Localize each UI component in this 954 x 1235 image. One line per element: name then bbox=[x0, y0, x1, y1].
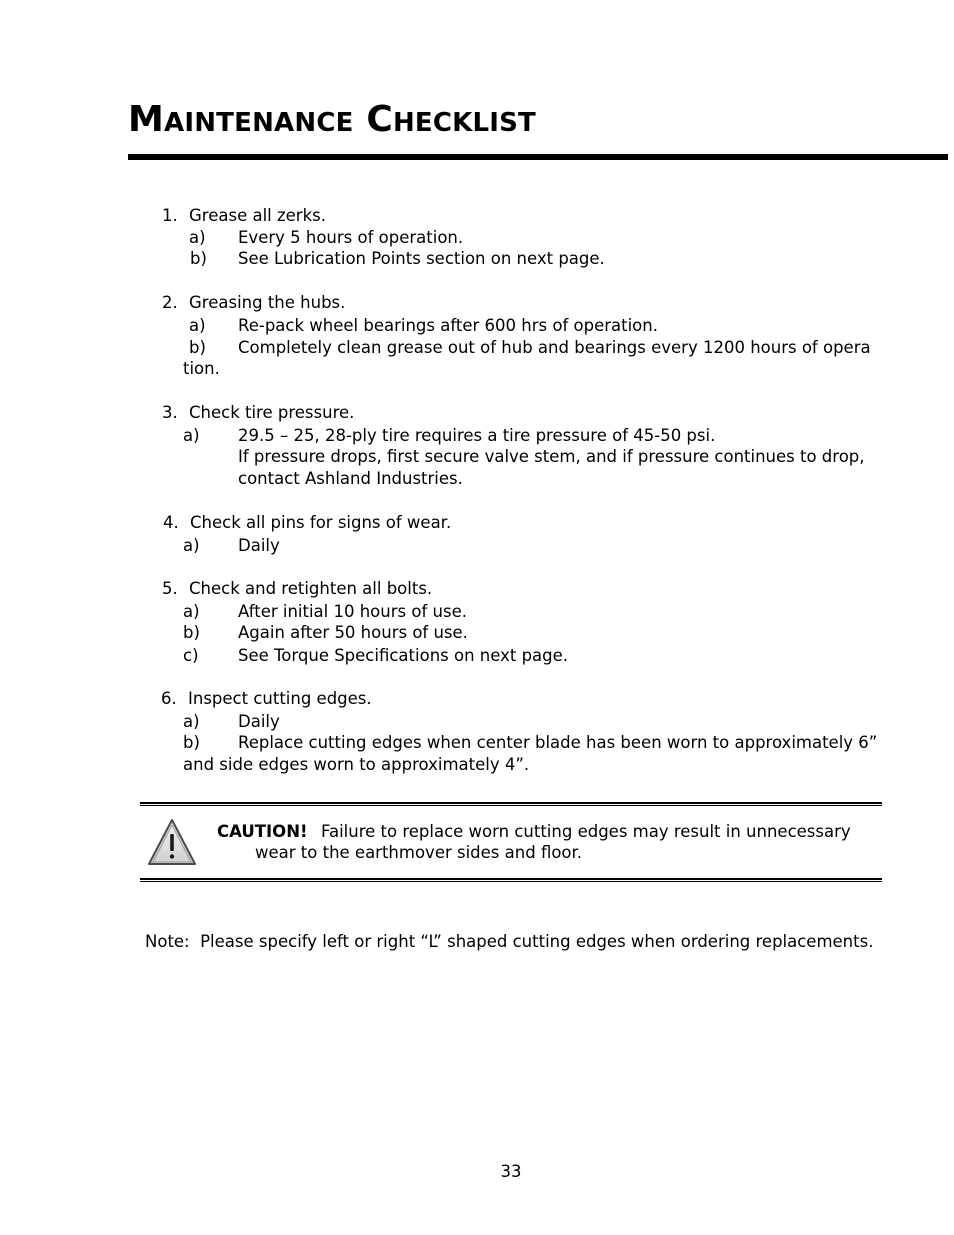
title-rest-2: HECKLIST bbox=[392, 108, 536, 138]
sub-text-line2: If pressure drops, first secure valve stem, and if pressure continues to drop, bbox=[238, 447, 865, 466]
item-number: 1. bbox=[162, 206, 178, 225]
caution-text-line2: wear to the earthmover sides and floor. bbox=[255, 843, 583, 862]
item-text: Grease all zerks. bbox=[189, 206, 326, 225]
title-initial-1: M bbox=[128, 99, 165, 140]
sub-text: See Torque Specifications on next page. bbox=[238, 646, 569, 665]
caution-label: CAUTION! bbox=[217, 822, 308, 841]
sub-marker: a) bbox=[183, 602, 200, 621]
item-number: 3. bbox=[162, 403, 178, 422]
item-text: Check and retighten all bolts. bbox=[189, 579, 433, 598]
sub-marker: b) bbox=[183, 623, 200, 642]
sub-text: Replace cutting edges when center blade has been worn to approximately 6” bbox=[238, 733, 878, 752]
page-title bbox=[128, 99, 536, 140]
caution-top-rule bbox=[140, 802, 882, 806]
item-number: 2. bbox=[162, 293, 178, 312]
title-initial-2: C bbox=[366, 99, 393, 140]
note-text: Note: Please specify left or right “L” shaped cutting edges when ordering replacements. bbox=[145, 932, 874, 951]
sub-text: Again after 50 hours of use. bbox=[238, 623, 468, 642]
sub-marker: a) bbox=[189, 228, 206, 247]
item-number: 4. bbox=[163, 513, 179, 532]
sub-text: 29.5 – 25, 28-ply tire requires a tire pressure of 45-50 psi. bbox=[238, 426, 716, 445]
sub-marker: a) bbox=[183, 536, 200, 555]
item-text: Check all pins for signs of wear. bbox=[190, 513, 452, 532]
sub-text: After initial 10 hours of use. bbox=[238, 602, 467, 621]
sub-text-continuation: and side edges worn to approximately 4”. bbox=[183, 755, 530, 774]
item-text: Greasing the hubs. bbox=[189, 293, 346, 312]
item-text: Check tire pressure. bbox=[189, 403, 355, 422]
item-number: 6. bbox=[161, 689, 177, 708]
sub-text: Every 5 hours of operation. bbox=[238, 228, 464, 247]
sub-text: See Lubrication Points section on next page. bbox=[238, 249, 605, 268]
caution-bottom-rule bbox=[140, 878, 882, 882]
warning-triangle-icon bbox=[146, 817, 198, 869]
sub-marker: c) bbox=[183, 646, 199, 665]
page-number: 33 bbox=[500, 1162, 522, 1181]
sub-text: Daily bbox=[238, 536, 280, 555]
sub-marker: b) bbox=[190, 249, 207, 268]
sub-marker: b) bbox=[183, 733, 200, 752]
sub-marker: a) bbox=[183, 712, 200, 731]
title-rest-1: AINTENANCE bbox=[164, 108, 354, 138]
item-text: Inspect cutting edges. bbox=[188, 689, 372, 708]
sub-marker: a) bbox=[189, 316, 206, 335]
sub-marker: a) bbox=[183, 426, 200, 445]
sub-text: Daily bbox=[238, 712, 280, 731]
sub-text-line3: contact Ashland Industries. bbox=[238, 469, 463, 488]
caution-text: Failure to replace worn cutting edges may result in unnecessary bbox=[321, 822, 851, 841]
sub-marker: b) bbox=[189, 338, 206, 357]
title-rule bbox=[128, 154, 948, 160]
sub-text-continuation: tion. bbox=[183, 359, 220, 378]
item-number: 5. bbox=[162, 579, 178, 598]
sub-text: Re-pack wheel bearings after 600 hrs of operation. bbox=[238, 316, 658, 335]
sub-text: Completely clean grease out of hub and bearings every 1200 hours of opera bbox=[238, 338, 871, 357]
